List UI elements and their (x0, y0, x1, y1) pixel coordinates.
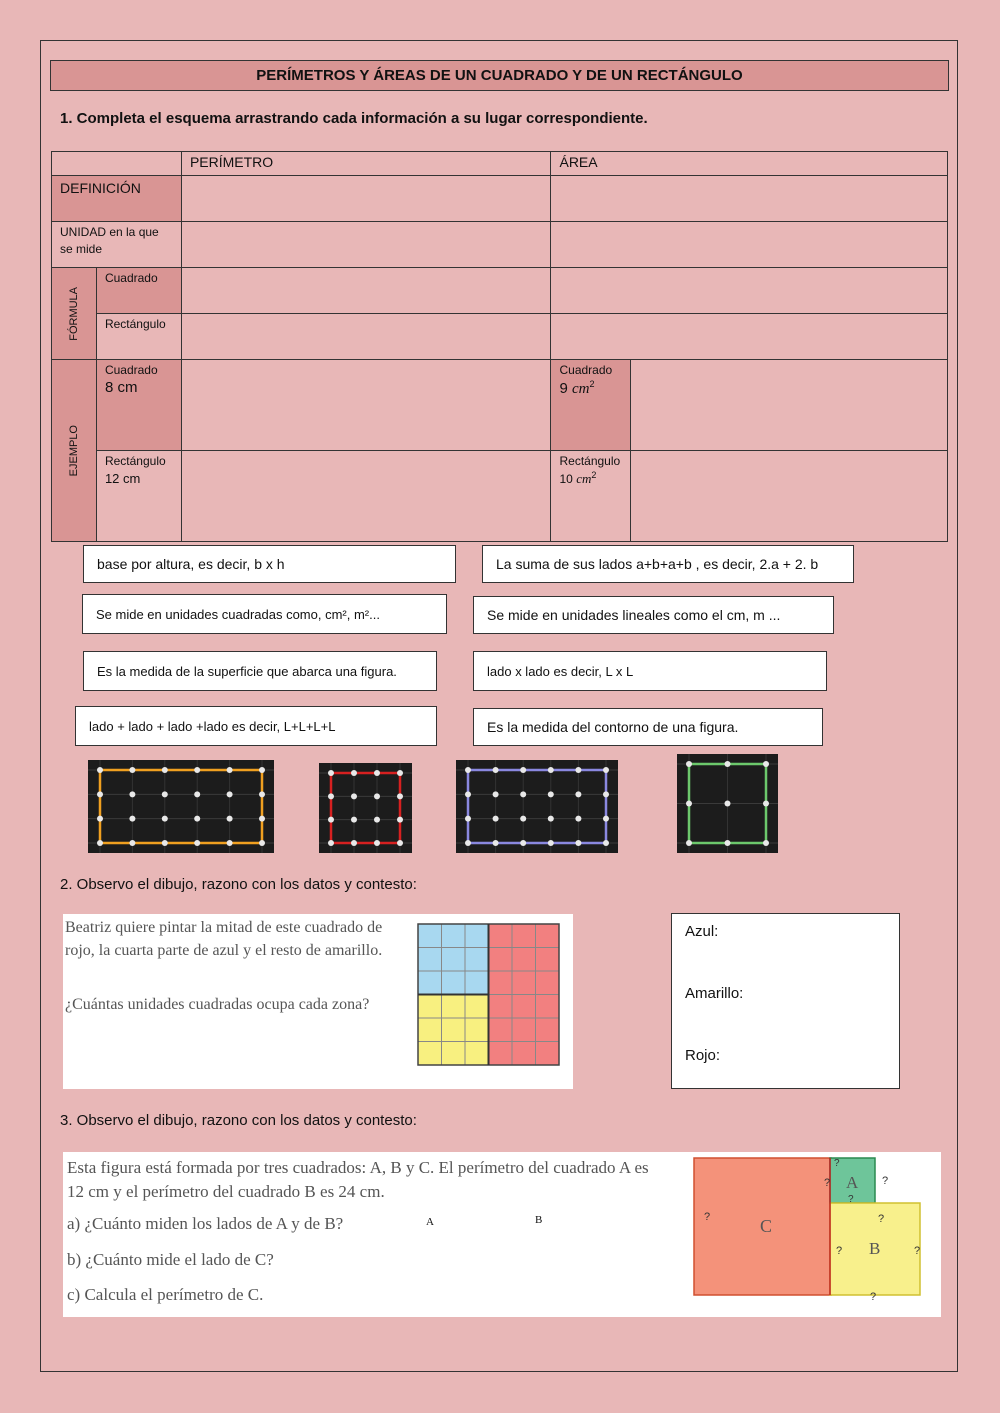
qmark-a-top[interactable]: ? (834, 1158, 840, 1169)
geoboard-peg (129, 767, 135, 773)
grid-cell (536, 971, 560, 995)
answer-rojo[interactable]: Rojo: (685, 1047, 721, 1064)
ejemplo-rectangulo-area-value: 10 $cm^2$ (559, 470, 597, 486)
geoboard-peg (351, 817, 357, 823)
geoboard-peg (129, 791, 135, 797)
question-2: 2. Observo el dibujo, razono con los datos y contesto: (60, 876, 417, 893)
qmark-a-right[interactable]: ? (882, 1175, 889, 1187)
geoboard-peg (725, 840, 731, 846)
grid-cell (512, 924, 536, 948)
geoboard-peg (194, 840, 200, 846)
grid-cell (489, 924, 513, 948)
geoboard-red-rectangle[interactable] (319, 763, 412, 853)
geoboard-peg (548, 816, 554, 822)
geoboard-peg (686, 761, 692, 767)
card-base-altura[interactable]: base por altura, es decir, b x h (83, 545, 456, 583)
geoboard-peg (328, 793, 334, 799)
ejemplo-rectangulo-area-label: Rectángulo (559, 454, 621, 468)
geoboard-peg (520, 791, 526, 797)
geoboard-peg (603, 840, 609, 846)
qmark-b-right[interactable]: ? (914, 1245, 921, 1257)
geoboard-peg (520, 767, 526, 773)
grid-cell (512, 995, 536, 1019)
geoboard-peg (129, 816, 135, 822)
formula-label: FÓRMULA (67, 286, 80, 341)
ejemplo-cuadrado-area-value: 9 $cm^2$ (559, 379, 595, 397)
qmark-b-top[interactable]: ? (878, 1213, 885, 1225)
geoboard-peg (194, 816, 200, 822)
ejemplo-cuadrado-perimetro (96, 360, 181, 451)
geoboard-peg (259, 840, 265, 846)
grid-cell (512, 948, 536, 972)
geoboard-peg (351, 840, 357, 846)
ejemplo-cuadrado-value: 8 cm (104, 379, 138, 396)
geoboard-peg (259, 767, 265, 773)
grid-cell (418, 971, 442, 995)
page-title: PERÍMETROS Y ÁREAS DE UN CUADRADO Y DE UN RECTÁNGULO (50, 60, 949, 91)
ejemplo-rectangulo-area (551, 451, 631, 542)
grid-cell (442, 948, 466, 972)
geoboard-peg (227, 816, 233, 822)
drop-definicion-area[interactable] (551, 176, 948, 222)
problem-3-panel (63, 1152, 941, 1317)
drop-ejemplo-area-cuadrado[interactable] (631, 360, 948, 451)
grid-cell (489, 1042, 513, 1066)
grid-cell (489, 995, 513, 1019)
grid-cell (465, 1018, 489, 1042)
geoboard-peg (725, 761, 731, 767)
geoboard-peg (162, 816, 168, 822)
geoboard-peg (493, 816, 499, 822)
geoboard-peg (227, 767, 233, 773)
geoboard-peg (763, 761, 769, 767)
grid-cell (536, 924, 560, 948)
row-definicion: DEFINICIÓN (52, 176, 182, 222)
geoboard-peg (603, 767, 609, 773)
scheme-table (51, 151, 948, 542)
grid-cell (465, 995, 489, 1019)
painted-square-grid (417, 923, 560, 1067)
geoboard-purple-rectangle[interactable] (456, 760, 618, 853)
geoboard-peg (374, 840, 380, 846)
ejemplo-rectangulo-value: 12 cm (104, 471, 141, 486)
geoboard-peg (129, 840, 135, 846)
grid-cell (536, 1018, 560, 1042)
question-1: 1. Completa el esquema arrastrando cada información a su lugar correspondiente. (60, 110, 648, 127)
table-corner (52, 152, 182, 176)
grid-cell (489, 971, 513, 995)
drop-formula-area-rectangulo[interactable] (551, 314, 948, 360)
geoboard-orange-rectangle[interactable] (88, 760, 274, 853)
geoboard-peg (162, 791, 168, 797)
geoboard-peg (603, 816, 609, 822)
grid-cell (442, 995, 466, 1019)
three-squares-figure (688, 1152, 928, 1302)
problem-2-text: Beatriz quiere pintar la mitad de este cuadrado de rojo, la cuarta parte de azul y el resto de amarillo. (65, 919, 383, 959)
geoboard-peg (548, 791, 554, 797)
ejemplo-rectangulo-label: Rectángulo (104, 454, 166, 468)
geoboard-peg (725, 801, 731, 807)
ejemplo-cuadrado-area-label: Cuadrado (559, 363, 613, 377)
geoboard-peg (97, 840, 103, 846)
header-area: ÁREA (551, 152, 948, 176)
geoboard-peg (227, 791, 233, 797)
qmark-c-left[interactable]: ? (704, 1211, 711, 1223)
grid-cell (512, 1042, 536, 1066)
drop-unidad-perimetro[interactable] (181, 222, 551, 268)
geoboard-peg (493, 791, 499, 797)
drop-definicion-perimetro[interactable] (181, 176, 551, 222)
grid-cell (442, 924, 466, 948)
geoboard-peg (397, 793, 403, 799)
geoboard-peg (493, 840, 499, 846)
geoboard-peg (575, 791, 581, 797)
problem-3-b: b) ¿Cuánto mide el lado de C? (67, 1250, 274, 1269)
card-lado-x-lado[interactable]: lado x lado es decir, L x L (473, 651, 827, 691)
ejemplo-label: EJEMPLO (67, 424, 80, 477)
geoboard-peg (328, 840, 334, 846)
card-unidades-lineales[interactable]: Se mide en unidades lineales como el cm, m ... (473, 596, 834, 634)
label-b: B (869, 1239, 881, 1258)
drop-ejemplo-perimetro-rectangulo[interactable] (181, 451, 551, 542)
geoboard-peg (548, 767, 554, 773)
problem-2-panel (63, 914, 573, 1089)
geoboard-peg (259, 816, 265, 822)
problem-3-text: Esta figura está formada por tres cuadrados: A, B y C. El perímetro del cuadrado A es 12 cm y el perímetro del cuadrado B es 24 cm. (67, 1158, 649, 1201)
geoboard-peg (763, 840, 769, 846)
card-medida-superficie[interactable]: Es la medida de la superficie que abarca una figura. (83, 651, 437, 691)
geoboard-peg (374, 793, 380, 799)
geoboard-peg (686, 801, 692, 807)
geoboard-peg (351, 770, 357, 776)
geoboard-peg (575, 840, 581, 846)
header-perimetro: PERÍMETRO (181, 152, 551, 176)
card-unidades-cuadradas[interactable]: Se mide en unidades cuadradas como, cm², m²... (82, 594, 447, 634)
drop-unidad-area[interactable] (551, 222, 948, 268)
ejemplo-cuadrado-label: Cuadrado (104, 363, 158, 377)
geoboard-peg (520, 840, 526, 846)
grid-cell (536, 1042, 560, 1066)
drop-formula-area-cuadrado[interactable] (551, 268, 948, 314)
row-formula (52, 268, 97, 360)
grid-cell (442, 1042, 466, 1066)
geoboard-peg (374, 770, 380, 776)
problem-3-a: a) ¿Cuánto miden los lados de A y de B? (67, 1214, 344, 1233)
problem-3-c: c) Calcula el perímetro de C. (67, 1285, 264, 1304)
card-suma-lados[interactable]: La suma de sus lados a+b+a+b , es decir, 2.a + 2. b (482, 545, 854, 583)
grid-cell (536, 948, 560, 972)
answer-amarillo[interactable]: Amarillo: (685, 985, 744, 1002)
geoboard-peg (328, 770, 334, 776)
answer-azul[interactable]: Azul: (685, 923, 719, 940)
geoboard-peg (97, 816, 103, 822)
geoboard-peg (763, 801, 769, 807)
grid-cell (465, 924, 489, 948)
grid-cell (465, 948, 489, 972)
geoboard-peg (397, 840, 403, 846)
geoboard-peg (575, 816, 581, 822)
grid-cell (418, 948, 442, 972)
geoboard-peg (397, 770, 403, 776)
geoboard-peg (351, 793, 357, 799)
geoboard-green-square[interactable] (677, 754, 778, 853)
grid-cell (512, 1018, 536, 1042)
geoboard-peg (686, 840, 692, 846)
grid-cell (489, 1018, 513, 1042)
qmark-b-left[interactable]: ? (836, 1245, 843, 1257)
geoboard-peg (520, 816, 526, 822)
orange-band (100, 770, 262, 843)
label-a: A (846, 1173, 859, 1192)
question-3: 3. Observo el dibujo, razono con los datos y contesto: (60, 1112, 417, 1129)
geoboard-peg (97, 767, 103, 773)
geoboard-peg (374, 817, 380, 823)
geoboard-peg (328, 817, 334, 823)
grid-cell (465, 1042, 489, 1066)
grid-cell (442, 971, 466, 995)
qmark-b-bottom[interactable]: ? (870, 1291, 877, 1302)
answer-a-label[interactable]: A (426, 1216, 434, 1228)
card-lado-mas-lado[interactable]: lado + lado + lado +lado es decir, L+L+L+L (75, 706, 437, 746)
geoboard-peg (194, 767, 200, 773)
geoboard-peg (397, 817, 403, 823)
drop-ejemplo-perimetro-cuadrado[interactable] (181, 360, 551, 451)
grid-cell (512, 971, 536, 995)
geoboard-peg (548, 840, 554, 846)
purple-band (468, 770, 606, 843)
drop-formula-perimetro-rectangulo[interactable] (181, 314, 551, 360)
geoboard-peg (465, 840, 471, 846)
problem-2-question: ¿Cuántas unidades cuadradas ocupa cada zona? (65, 996, 370, 1013)
drop-ejemplo-area-rectangulo[interactable] (631, 451, 948, 542)
geoboard-peg (162, 840, 168, 846)
ejemplo-rectangulo-perimetro (96, 451, 181, 542)
ejemplo-cuadrado-area (551, 360, 631, 451)
grid-cell (489, 948, 513, 972)
grid-cell (465, 971, 489, 995)
grid-cell (536, 995, 560, 1019)
drop-formula-perimetro-cuadrado[interactable] (181, 268, 551, 314)
geoboard-peg (259, 791, 265, 797)
row-unidad: UNIDAD en la que se mide (52, 222, 182, 268)
formula-cuadrado-label: Cuadrado (96, 268, 181, 314)
geoboard-peg (97, 791, 103, 797)
answer-box-2 (671, 913, 900, 1089)
geoboard-peg (194, 791, 200, 797)
qmark-a-bottom[interactable]: ? (848, 1194, 854, 1205)
answer-b-label[interactable]: B (535, 1214, 543, 1226)
grid-cell (418, 1018, 442, 1042)
row-ejemplo (52, 360, 97, 542)
geoboard-peg (162, 767, 168, 773)
card-medida-contorno[interactable]: Es la medida del contorno de una figura. (473, 708, 823, 746)
grid-cell (418, 995, 442, 1019)
grid-cell (442, 1018, 466, 1042)
red-band (331, 773, 400, 843)
geoboard-peg (465, 767, 471, 773)
label-c: C (760, 1216, 773, 1236)
grid-cell (418, 1042, 442, 1066)
formula-rectangulo-label: Rectángulo (96, 314, 181, 360)
geoboard-peg (227, 840, 233, 846)
geoboard-peg (465, 791, 471, 797)
grid-cell (418, 924, 442, 948)
geoboard-peg (493, 767, 499, 773)
geoboard-peg (575, 767, 581, 773)
geoboard-peg (603, 791, 609, 797)
qmark-a-left[interactable]: ? (824, 1177, 831, 1189)
geoboard-peg (465, 816, 471, 822)
